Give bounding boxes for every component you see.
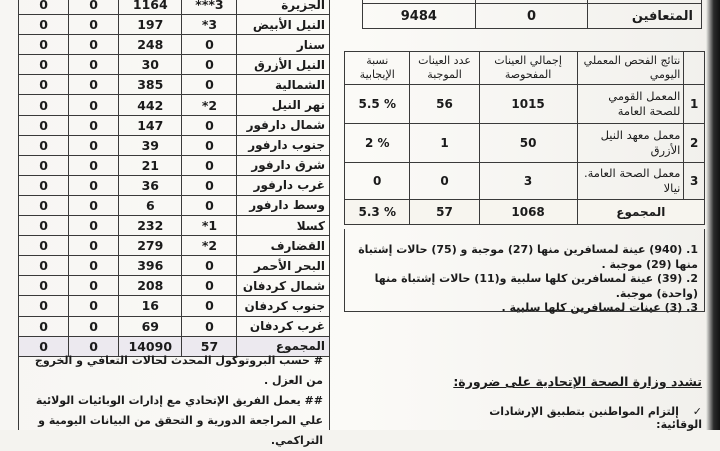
lab-positive: 0 [410, 163, 479, 200]
recovered-label: المتعافين [588, 4, 702, 29]
states-footnotes [18, 350, 330, 447]
lab-name: معمل معهد النيل الأزرق [577, 124, 684, 163]
state-col4: 0 [19, 35, 69, 55]
state-col3: 0 [69, 95, 119, 115]
state-col4: 0 [19, 95, 69, 115]
state-cases: 0 [182, 155, 237, 175]
header-lab: نتائج الفحص المعملي اليومي [577, 52, 684, 85]
state-col4: 0 [19, 55, 69, 75]
state-cases: 0 [182, 35, 237, 55]
table-header-row [345, 52, 705, 85]
state-name: البحر الأحمر [237, 256, 330, 276]
state-samples: 396 [119, 256, 182, 276]
sum-total: 1068 [479, 200, 577, 225]
lab-note-1: 1. (940) عينة لمسافرين منها (27) موجبة و (75) حالات إشتباة منها (29) موجبة . [358, 243, 698, 271]
lab-rate: % 2 [345, 124, 410, 163]
lab-total: 1015 [479, 85, 577, 124]
state-col3: 0 [69, 276, 119, 296]
state-samples: 248 [119, 35, 182, 55]
state-col3: 0 [69, 0, 119, 15]
table-row [19, 35, 330, 55]
lab-name: معمل الصحة العامة. نيالا [577, 163, 684, 200]
state-cases: 1* [182, 216, 237, 236]
state-col4: 0 [19, 276, 69, 296]
table-row [19, 95, 330, 115]
state-col3: 0 [69, 115, 119, 135]
state-samples: 385 [119, 75, 182, 95]
state-col3: 0 [69, 195, 119, 215]
row-index: 2 [684, 124, 705, 163]
state-cases: 0 [182, 195, 237, 215]
state-samples: 147 [119, 115, 182, 135]
state-cases: 0 [182, 316, 237, 336]
state-cases: 0 [182, 135, 237, 155]
state-col3: 0 [69, 135, 119, 155]
state-samples: 232 [119, 216, 182, 236]
state-name: النيل الأزرق [237, 55, 330, 75]
state-col3: 0 [69, 175, 119, 195]
state-col3: 0 [69, 236, 119, 256]
table-row [19, 155, 330, 175]
lab-total: 50 [479, 124, 577, 163]
state-cases: 0 [182, 55, 237, 75]
state-name: النيل الأبيض [237, 15, 330, 35]
total-row [345, 200, 705, 225]
state-cases: 3* [182, 15, 237, 35]
table-row [345, 163, 705, 200]
state-name: وسط دارفور [237, 195, 330, 215]
page-edge-shadow [706, 0, 720, 430]
state-cases: 0 [182, 276, 237, 296]
state-col3: 0 [69, 35, 119, 55]
table-row [19, 175, 330, 195]
state-name: شمال كردفان [237, 276, 330, 296]
state-samples: 6 [119, 195, 182, 215]
recovered-table [362, 0, 702, 29]
total-cases: 57 [182, 336, 237, 356]
state-cases: 0 [182, 175, 237, 195]
lab-rate: 0 [345, 163, 410, 200]
row-index: 1 [684, 85, 705, 124]
table-row [19, 75, 330, 95]
state-name: غرب كردفان [237, 316, 330, 336]
table-row [19, 115, 330, 135]
state-col3: 0 [69, 316, 119, 336]
table-row [345, 124, 705, 163]
state-col4: 0 [19, 155, 69, 175]
header-positivity-rate: نسبة الإيجابية [345, 52, 410, 85]
total-label: المجموع [237, 336, 330, 356]
lab-positive: 1 [410, 124, 479, 163]
footnote-federal-team: ## يعمل الفريق الإتحادي مع إدارات الوبائيات الولائية علي المراجعة الدورية و التحقق من البيانات اليومية و التراكمي. [35, 394, 323, 447]
state-col3: 0 [69, 15, 119, 35]
lab-name: المعمل القومي للصحة العامة [577, 85, 684, 124]
state-col4: 0 [19, 195, 69, 215]
state-col4: 0 [19, 316, 69, 336]
state-col3: 0 [69, 75, 119, 95]
row-index: 3 [684, 163, 705, 200]
table-row [19, 296, 330, 316]
sum-label: المجموع [577, 200, 704, 225]
state-name: القضارف [237, 236, 330, 256]
state-cases: 0 [182, 296, 237, 316]
state-samples: 36 [119, 175, 182, 195]
lab-positive: 56 [410, 85, 479, 124]
state-samples: 442 [119, 95, 182, 115]
state-samples: 69 [119, 316, 182, 336]
state-col4: 0 [19, 296, 69, 316]
state-name: نهر النيل [237, 95, 330, 115]
state-cases: 0 [182, 75, 237, 95]
total-col3: 0 [69, 336, 119, 356]
ministry-heading: تشدد وزارة الصحة الإتحادية على ضرورة: [453, 374, 702, 389]
header-total-samples: إجمالي العينات المفحوصة [479, 52, 577, 85]
state-samples: 21 [119, 155, 182, 175]
header-positive-samples: عدد العينات الموجبة [410, 52, 479, 85]
state-col4: 0 [19, 175, 69, 195]
state-cases: 3*** [182, 0, 237, 15]
state-cases: 2* [182, 95, 237, 115]
state-name: جنوب دارفور [237, 135, 330, 155]
table-row [19, 216, 330, 236]
state-col4: 0 [19, 236, 69, 256]
table-row [19, 316, 330, 336]
state-col4: 0 [19, 216, 69, 236]
table-row [345, 85, 705, 124]
state-cases: 2* [182, 236, 237, 256]
footnote-protocol: # حسب البروتوكول المحدث لحالات التعافي و الخروج من العزل . [34, 354, 323, 387]
table-row [19, 55, 330, 75]
advice-text: إلتزام المواطنين بتطبيق الإرشادات الوقائية: [489, 405, 702, 431]
state-samples: 30 [119, 55, 182, 75]
table-row [19, 236, 330, 256]
table-row [19, 195, 330, 215]
state-col3: 0 [69, 216, 119, 236]
checkmark-icon: ✓ [692, 405, 702, 418]
state-samples: 39 [119, 135, 182, 155]
state-name: جنوب كردفان [237, 296, 330, 316]
state-samples: 279 [119, 236, 182, 256]
recovered-cumulative: 9484 [363, 4, 476, 29]
state-samples: 1164 [119, 0, 182, 15]
lab-note-2: 2. (39) عينة لمسافرين كلها سلبية و(11) حالات إشتباة منها (واحدة) موجبة. [374, 272, 698, 300]
state-name: الجزيرة [237, 0, 330, 15]
state-name: شمال دارفور [237, 115, 330, 135]
state-col3: 0 [69, 296, 119, 316]
lab-rate: % 5.5 [345, 85, 410, 124]
advice-item [440, 405, 702, 431]
state-name: غرب دارفور [237, 175, 330, 195]
state-col3: 0 [69, 155, 119, 175]
state-name: سنار [237, 35, 330, 55]
state-name: الشمالية [237, 75, 330, 95]
state-name: كسلا [237, 216, 330, 236]
state-cases: 0 [182, 115, 237, 135]
recovered-daily: 0 [475, 4, 588, 29]
table-row [19, 15, 330, 35]
sum-rate: % 5.3 [345, 200, 410, 225]
total-samples: 14090 [119, 336, 182, 356]
table-row [19, 135, 330, 155]
table-row [19, 276, 330, 296]
total-col4: 0 [19, 336, 69, 356]
lab-notes [344, 229, 705, 312]
state-samples: 16 [119, 296, 182, 316]
state-col4: 0 [19, 256, 69, 276]
lab-total: 3 [479, 163, 577, 200]
state-col3: 0 [69, 55, 119, 75]
state-col4: 0 [19, 0, 69, 15]
state-col4: 0 [19, 15, 69, 35]
sum-positive: 57 [410, 200, 479, 225]
state-samples: 208 [119, 276, 182, 296]
state-col4: 0 [19, 75, 69, 95]
state-col4: 0 [19, 115, 69, 135]
table-row [19, 256, 330, 276]
state-col3: 0 [69, 256, 119, 276]
lab-note-3: 3. (3) عينات لمسافرين كلها سلبية . [501, 301, 698, 314]
lab-results-table [344, 51, 705, 225]
states-table [18, 0, 330, 357]
state-col4: 0 [19, 135, 69, 155]
table-row [19, 0, 330, 15]
table-row [363, 4, 702, 29]
state-cases: 0 [182, 256, 237, 276]
state-name: شرق دارفور [237, 155, 330, 175]
state-samples: 197 [119, 15, 182, 35]
